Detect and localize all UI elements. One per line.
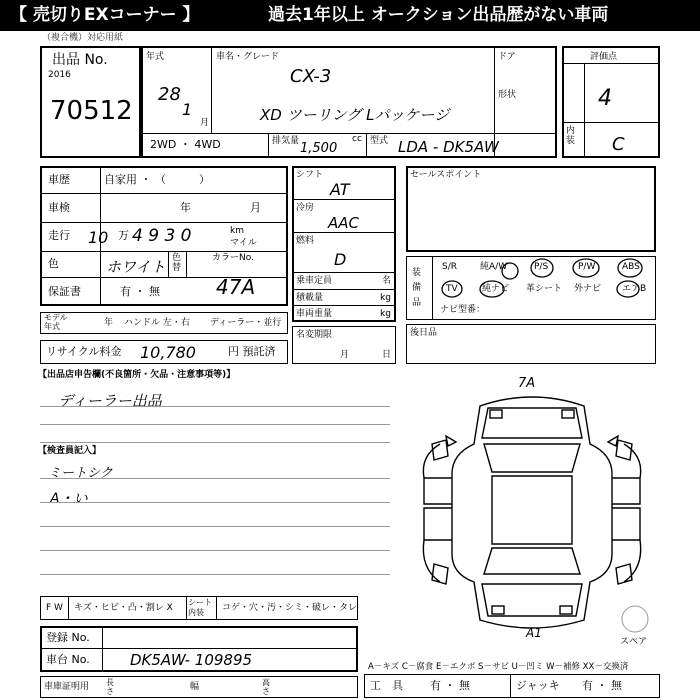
sales-point-label: セールスポイント	[410, 170, 482, 180]
mileage-man: 10	[88, 228, 109, 247]
reg-label: 登録 No.	[46, 631, 90, 644]
capacity-unit: 名	[382, 276, 392, 286]
header-bar	[0, 0, 700, 31]
mileage-label: 走行	[48, 229, 70, 242]
jack-options: 有 ・ 無	[582, 679, 622, 692]
spare-tire-icon	[620, 604, 650, 634]
fw-label: F W	[46, 603, 63, 613]
declaration-text: ディーラー出品	[58, 392, 162, 410]
displacement-value: 1,500	[300, 141, 338, 156]
after-date-label: 後日品	[410, 328, 438, 338]
top-note: （複合機）対応用紙	[42, 33, 124, 43]
nenshiki-label: 年式	[146, 52, 165, 62]
nenshiki-year: 28	[158, 84, 181, 105]
recycle-unit: 円 預託済	[228, 345, 276, 358]
mileage-unit-km: km	[230, 226, 244, 236]
model-year-label: モデル年式	[44, 313, 68, 331]
color-code-label: カラーNo.	[212, 253, 254, 263]
score-label: 評価点	[590, 52, 618, 62]
shaken-label: 車検	[48, 201, 70, 214]
aircon-label: 冷房	[296, 203, 315, 213]
cert-height: 高さ	[262, 678, 270, 696]
nenshiki-suffix: 月	[200, 118, 210, 128]
drive-label: 2WD ・ 4WD	[150, 138, 221, 151]
inspector-line1: ミートシク	[48, 466, 113, 481]
load-label: 積載量	[296, 293, 324, 303]
header-right: 過去1年以上 オークション出品歴がない車両	[268, 5, 609, 25]
recycle-value: 10,780	[140, 343, 196, 362]
model-year-dealer: ディーラー・並行	[210, 318, 282, 328]
fuel-label: 燃料	[296, 236, 315, 246]
shift-value: AT	[330, 180, 350, 199]
history-label: 車歴	[48, 173, 70, 186]
lot-number: 70512	[50, 96, 133, 126]
seat-label: シート内装	[188, 598, 212, 617]
interior-value: C	[612, 134, 625, 155]
fw-items: キズ・ヒビ・凸・割レ X	[74, 603, 173, 613]
equip-aw: 純A/W	[480, 262, 508, 272]
door-label: ドア	[498, 52, 516, 62]
warranty-label: 保証書	[48, 285, 81, 298]
displacement-label: 排気量	[272, 136, 300, 146]
diagram-bottom-mark: A1	[526, 626, 542, 640]
mileage-unit-man: 万	[118, 229, 129, 242]
aircon-value: AAC	[328, 214, 359, 232]
cert-label: 車庫証明用	[44, 682, 90, 692]
inspector-line2: A・い	[50, 491, 88, 507]
chassis-value: DK5AW- 109895	[130, 651, 253, 669]
diagram-top-mark: 7A	[518, 376, 536, 391]
equip-navi: 純ナビ	[482, 284, 510, 294]
shape-label: 形状	[498, 90, 517, 100]
equip-airbag: エアB	[622, 284, 647, 294]
seat-items: コゲ・穴・汚・シミ・破レ・タレ	[222, 603, 358, 613]
after-date-box	[406, 324, 656, 364]
lot-year-stamp: 2016	[48, 70, 71, 80]
jack-label: ジャッキ	[516, 679, 560, 692]
weight-label: 車両重量	[296, 309, 333, 319]
model-label: 型式	[370, 136, 389, 146]
fuel-value: D	[334, 250, 347, 269]
history-options: 自家用 ・ （ ）	[104, 173, 210, 186]
spare-label: スペア	[620, 637, 648, 647]
shaken-month: 月	[250, 201, 261, 214]
car-grade: XD ツーリング Lパッケージ	[260, 106, 450, 124]
name-change-label: 名変期限	[296, 330, 333, 340]
mileage-value: 4 9 3 0	[132, 226, 192, 246]
equip-leather: 革シート	[526, 284, 563, 294]
name-change-day: 日	[382, 350, 392, 360]
car-diagram	[412, 384, 652, 640]
navi-model-label: ナビ型番：	[440, 305, 486, 315]
interior-label: 内装	[566, 126, 576, 146]
color-value: ホワイト	[106, 258, 166, 276]
mileage-unit-mile: マイル	[230, 238, 257, 248]
shift-label: シフト	[296, 170, 324, 180]
equip-sr: S/R	[442, 262, 457, 272]
equip-pw: P/W	[578, 262, 596, 272]
lot-box	[40, 46, 141, 158]
tools-label: 工 具	[370, 679, 403, 692]
color-code: 47A	[216, 275, 256, 299]
load-unit: kg	[380, 293, 391, 303]
weight-unit: kg	[380, 309, 391, 319]
capacity-label: 乗車定員	[296, 276, 333, 286]
model-year-year: 年	[104, 318, 114, 328]
damage-legend: A－キズ C－腐食 E－エクボ S－サビ U－凹ミ W－補修 XX－交換済	[368, 662, 629, 672]
equip-ps: P/S	[534, 262, 549, 272]
model-value: LDA - DK5AW	[398, 138, 499, 156]
warranty-options: 有 ・ 無	[120, 285, 160, 298]
equip-abs: ABS	[622, 262, 640, 272]
cert-width: 幅	[190, 682, 200, 692]
inspector-label: 【検査員記入】	[38, 446, 102, 456]
car-name: CX-3	[290, 66, 332, 87]
color-change-label: 色替	[172, 253, 182, 273]
score-value: 4	[598, 86, 612, 111]
equipment-circles	[436, 258, 654, 298]
displacement-unit: cc	[352, 134, 362, 144]
model-year-handle: ハンドル 左・右	[124, 318, 190, 328]
lot-label: 出品 No.	[52, 52, 108, 68]
car-label: 車名・グレード	[216, 52, 280, 62]
nenshiki-month: 1	[182, 100, 193, 119]
cert-length: 長さ	[106, 678, 114, 696]
tools-options: 有 ・ 無	[430, 679, 470, 692]
chassis-label: 車台 No.	[46, 653, 90, 666]
equip-tv: TV	[446, 284, 458, 294]
declaration-label: 【出品店申告欄(不良箇所・欠品・注意事項等)】	[38, 370, 236, 380]
name-change-month: 月	[340, 350, 350, 360]
shaken-year: 年	[180, 201, 191, 214]
color-label: 色	[48, 257, 59, 270]
recycle-label: リサイクル料金	[46, 345, 122, 358]
equipment-label: 装備品	[412, 268, 422, 308]
equip-ext-navi: 外ナビ	[574, 284, 602, 294]
header-left: 【 売切りEXコーナー 】	[10, 5, 200, 25]
